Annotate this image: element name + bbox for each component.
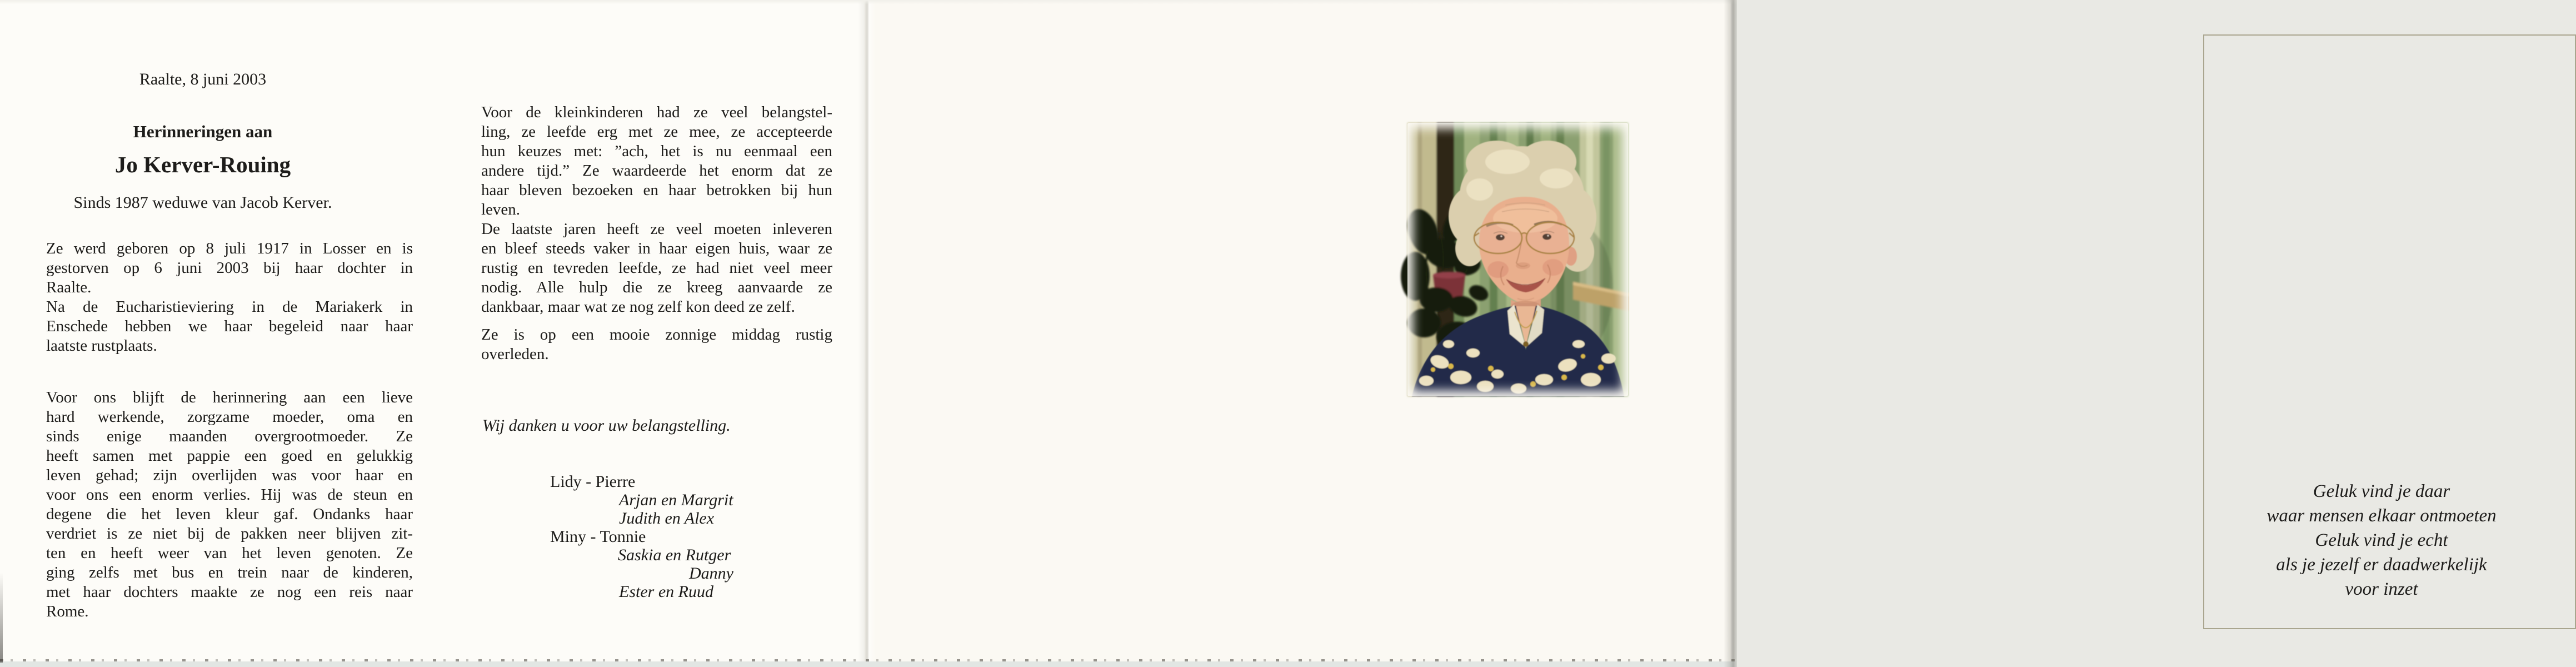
text-line: Ze is op een mooie zonnige middag rustig (481, 326, 832, 344)
card-left-page (0, 0, 865, 663)
card-fold (858, 0, 876, 663)
paragraph (46, 297, 413, 356)
dateline: Raalte, 8 juni 2003 (139, 70, 267, 88)
text-line: ten en heeft weer van het leven genoten. Ze (46, 544, 413, 562)
family-names-list (550, 472, 850, 601)
grandchild-name: Danny (689, 564, 733, 583)
text-line: degene die het leven kleur gaf. Ondanks haar (46, 505, 413, 523)
text-line: met haar dochters maakte ze nog een reis naar (46, 583, 413, 601)
widow-line: Sinds 1987 weduwe van Jacob Kerver. (73, 193, 332, 212)
grandchild-name: Saskia en Rutger (618, 546, 731, 564)
paragraph (481, 220, 832, 317)
text-line: haar bleven bezoeken en haar betrokken bij hun (481, 181, 832, 199)
text-line: gestorven op 6 juni 2003 bij haar dochter in (46, 259, 413, 277)
scanner-bed-strip (0, 661, 1737, 667)
grandchild-name: Arjan en Margrit (619, 491, 733, 509)
memorial-heading: Herinneringen aan (133, 122, 273, 141)
text-line: en bleef steeds vaker in haar eigen huis, waar ze (481, 240, 832, 257)
text-line: hard werkende, zorgzame moeder, oma en (46, 408, 413, 426)
header-block (47, 70, 358, 212)
text-line: leven gehad; zijn overlijden was voor haar en (46, 466, 413, 484)
text-line: laatste rustplaats. (46, 337, 157, 355)
text-line: ging zelfs met bus en trein naar de kinderen, (46, 564, 413, 581)
grandchild-name: Ester en Ruud (619, 583, 713, 601)
text-line: ling, ze leefde erg met ze mee, ze accepteerde (481, 123, 832, 141)
text-line: sinds enige maanden overgrootmoeder. Ze (46, 427, 413, 445)
portrait-photo (1407, 123, 1628, 396)
scan-left-edge (0, 573, 3, 663)
poem-line: Geluk vind je echt (2315, 530, 2448, 550)
text-line: overleden. (481, 345, 549, 363)
text-line: Na de Eucharistieviering in de Mariakerk in (46, 298, 413, 316)
poem-line: Geluk vind je daar (2313, 481, 2450, 501)
text-line: verdriet is ze niet bij de pakken neer blijven zit- (46, 525, 413, 542)
portrait-photo-illustration (1407, 123, 1628, 396)
text-line: Voor ons blijft de herinnering aan een lieve (46, 389, 413, 406)
text-line: Rome. (46, 603, 89, 620)
child-couple-name: Lidy - Pierre (550, 472, 636, 491)
text-line: De laatste jaren heeft ze veel moeten inleveren (481, 220, 832, 238)
text-line: leven. (481, 201, 521, 218)
text-line: heeft samen met pappie een goed en gelukkig (46, 447, 413, 465)
text-line: voor ons een enorm verlies. Hij was de steun en (46, 486, 413, 504)
paragraph (481, 103, 832, 220)
scan-right-edge (1724, 0, 1737, 667)
middle-text-column (481, 103, 832, 364)
thanks-line: Wij danken u voor uw belangstelling. (482, 416, 731, 435)
text-line: rustig en tevreden leefde, ze had niet veel meer (481, 259, 832, 277)
poem-line: als je jezelf er daadwerkelijk (2276, 555, 2487, 575)
text-line: Enschede hebben we haar begeleid naar haar (46, 317, 413, 335)
text-line: Raalte. (46, 278, 92, 296)
paragraph (46, 388, 413, 621)
paragraph (46, 239, 413, 297)
left-text-column (46, 239, 413, 621)
text-line: andere tijd.” Ze waardeerde het enorm dat ze (481, 162, 832, 180)
grandchild-name: Judith en Alex (619, 509, 715, 527)
deceased-name: Jo Kerver-Rouing (114, 152, 291, 177)
scan-top-edge (0, 0, 1737, 4)
memorial-poem (2215, 479, 2548, 601)
paragraph (481, 325, 832, 364)
text-line: nodig. Alle hulp die ze kreeg aanvaarde ze (481, 278, 832, 296)
child-couple-name: Miny - Tonnie (550, 527, 646, 546)
poem-line: waar mensen elkaar ontmoeten (2267, 506, 2497, 526)
poem-line: voor inzet (2345, 579, 2418, 599)
text-line: hun keuzes met: ”ach, het is nu eenmaal een (481, 142, 832, 160)
text-line: Voor de kleinkinderen had ze veel belangstel- (481, 103, 832, 121)
text-line: Ze werd geboren op 8 juli 1917 in Losser en is (46, 240, 413, 257)
text-line: dankbaar, maar wat ze nog zelf kon deed ze zelf. (481, 298, 795, 316)
